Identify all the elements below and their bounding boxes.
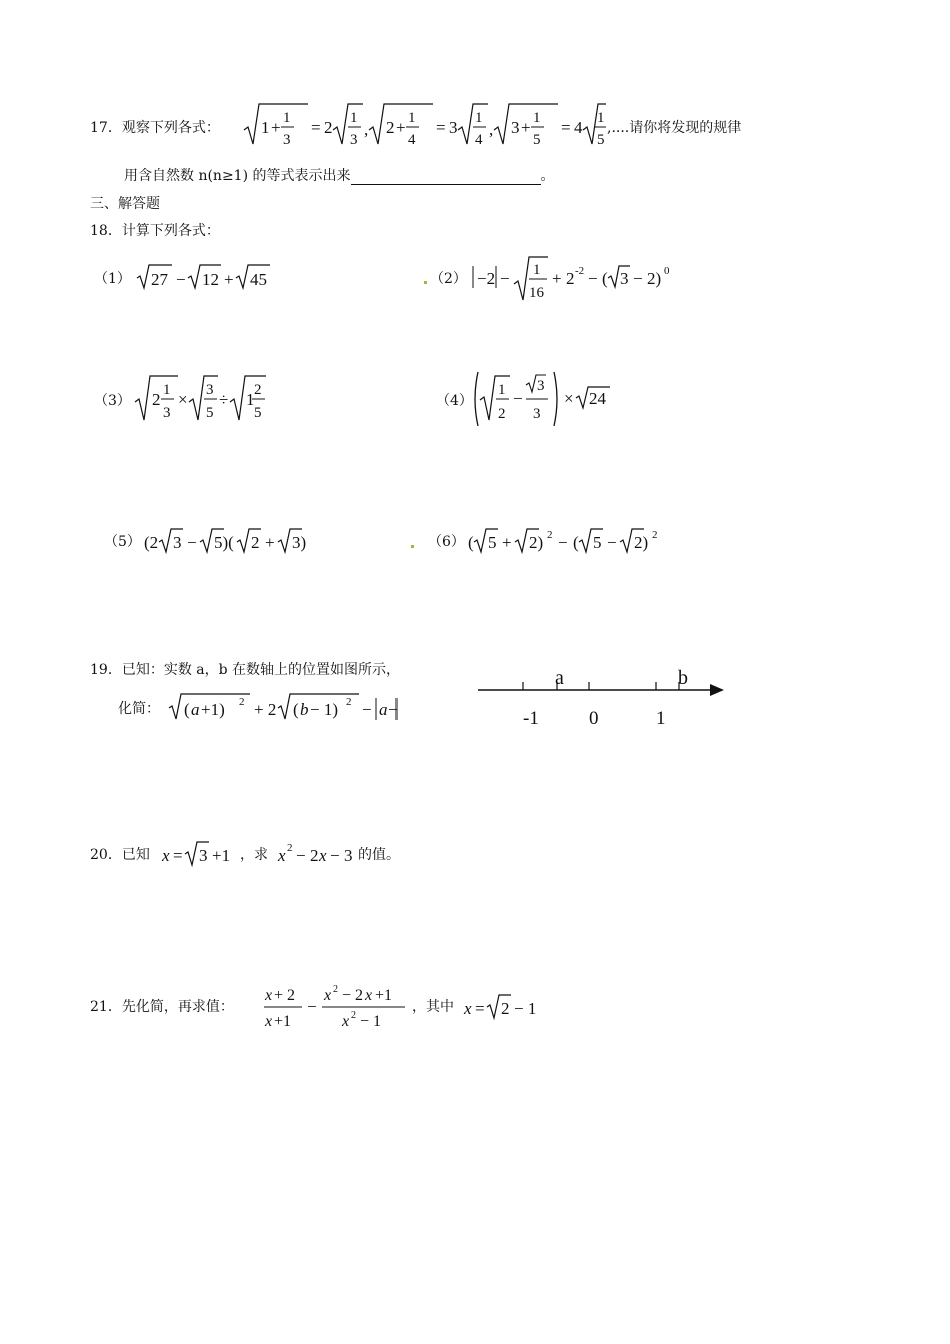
svg-text:2: 2 (310, 846, 319, 865)
svg-text:1: 1 (498, 382, 506, 398)
svg-text:− 1: − 1 (514, 999, 537, 1018)
svg-text:5: 5 (488, 533, 497, 552)
svg-text:−: − (558, 533, 568, 552)
svg-text:-2: -2 (575, 265, 585, 277)
svg-text:2: 2 (351, 1010, 356, 1021)
svg-text:2): 2) (634, 533, 649, 552)
svg-text:+1: +1 (212, 846, 231, 865)
q18-p3-label: （3） (94, 393, 131, 409)
svg-text:−: − (330, 846, 340, 865)
svg-text:3: 3 (199, 846, 208, 865)
svg-text:1: 1 (283, 110, 291, 126)
svg-text:x: x (162, 846, 170, 865)
svg-text:=: = (561, 118, 571, 137)
svg-text:0: 0 (664, 265, 670, 277)
svg-text:3: 3 (449, 118, 458, 137)
svg-text:3: 3 (533, 406, 541, 422)
svg-text:3: 3 (344, 846, 353, 865)
svg-text:=: = (436, 118, 446, 137)
svg-text:3: 3 (350, 132, 358, 148)
q20-target (276, 838, 360, 868)
svg-text:1: 1 (533, 110, 541, 126)
svg-text:4: 4 (574, 118, 583, 137)
svg-text:2): 2) (529, 533, 544, 552)
svg-text:2: 2 (152, 390, 161, 409)
svg-text:27: 27 (151, 270, 168, 289)
svg-text:3: 3 (173, 533, 182, 552)
svg-text:(: ( (293, 700, 299, 719)
svg-text:x: x (278, 846, 286, 865)
svg-text:−: − (388, 700, 398, 719)
svg-text:24: 24 (589, 389, 606, 408)
q20-mid: ，求 (240, 847, 268, 863)
label-minus1: -1 (523, 708, 539, 729)
q18-p5-label: （5） (104, 534, 141, 550)
svg-text:12: 12 (202, 270, 219, 289)
svg-text:×: × (178, 390, 188, 409)
svg-text:+: + (271, 118, 281, 137)
svg-text:=: = (475, 999, 485, 1018)
answer-blank[interactable] (351, 170, 541, 185)
q21-given (462, 991, 552, 1021)
q17-line2: 用含自然数 n(n≥1) 的等式表示出来 。 (124, 168, 555, 184)
svg-text:÷: ÷ (219, 390, 229, 409)
svg-text:2: 2 (254, 382, 262, 398)
svg-text:3): 3) (292, 533, 307, 552)
svg-text:5: 5 (533, 132, 541, 148)
q20-post: 的值。 (358, 847, 400, 863)
q18-title: 18．计算下列各式： (90, 223, 220, 239)
svg-text:1: 1 (246, 390, 255, 409)
axis-arrow (710, 684, 724, 696)
svg-text:,: , (489, 120, 494, 139)
svg-text:−: − (296, 846, 306, 865)
svg-text:16: 16 (529, 285, 544, 301)
q18-p6-expr (466, 524, 666, 556)
svg-text:(2: (2 (144, 533, 159, 552)
q17-formula (242, 100, 607, 156)
svg-text:x: x (464, 999, 472, 1018)
svg-text:(: ( (573, 533, 579, 552)
svg-text:−2: −2 (477, 269, 496, 288)
label-a: a (555, 667, 564, 689)
svg-text:−: − (187, 533, 197, 552)
svg-text:(: ( (602, 269, 608, 288)
svg-text:−: − (500, 269, 510, 288)
svg-text:−: − (513, 389, 523, 408)
svg-text:3: 3 (283, 132, 291, 148)
svg-text:x: x (265, 987, 273, 1004)
q18-p2-expr (470, 254, 685, 304)
svg-text:×: × (564, 389, 574, 408)
svg-text:−: − (176, 270, 186, 289)
svg-text:+: + (265, 533, 275, 552)
svg-text:a: a (191, 700, 200, 719)
svg-text:+: + (552, 269, 562, 288)
q19-number-line (476, 662, 728, 732)
svg-text:1: 1 (533, 262, 541, 278)
svg-text:+: + (521, 118, 531, 137)
svg-text:3: 3 (511, 118, 520, 137)
svg-text:+: + (396, 118, 406, 137)
svg-text:2: 2 (501, 999, 510, 1018)
svg-text:1: 1 (408, 110, 416, 126)
label-one: 1 (656, 708, 666, 729)
q18-p4-label: （4） (436, 393, 473, 409)
svg-text:2: 2 (566, 269, 575, 288)
svg-text:45: 45 (250, 270, 267, 289)
svg-text:+: + (224, 270, 234, 289)
q17-lead: 观察下列各式： (121, 120, 220, 136)
svg-text:1: 1 (350, 110, 358, 126)
svg-text:2: 2 (386, 118, 395, 137)
svg-text:2): 2) (647, 269, 662, 288)
svg-text:1: 1 (475, 110, 483, 126)
svg-text:2: 2 (251, 533, 260, 552)
svg-text:(: ( (468, 533, 474, 552)
section-3-heading: 三、解答题 (90, 196, 160, 212)
q18-p1-label: （1） (94, 271, 131, 287)
svg-text:4: 4 (408, 132, 416, 148)
svg-text:3: 3 (163, 405, 171, 421)
q21-where: ，其中 (412, 999, 454, 1015)
svg-text:(: ( (184, 700, 190, 719)
svg-text:1: 1 (597, 110, 605, 126)
q20-lead: 20．已知 (90, 847, 150, 863)
svg-text:−: − (362, 700, 372, 719)
svg-text:5: 5 (597, 132, 605, 148)
svg-text:=: = (311, 118, 321, 137)
q18-p4-expr (470, 368, 620, 430)
mark-dot (411, 545, 414, 548)
svg-text:+: + (502, 533, 512, 552)
svg-text:3: 3 (620, 269, 629, 288)
svg-text:− 1: − 1 (360, 1013, 382, 1030)
svg-text:x: x (324, 987, 332, 1004)
svg-text:− 2: − 2 (342, 987, 364, 1004)
svg-text:x: x (265, 1013, 273, 1030)
svg-text:3: 3 (206, 382, 214, 398)
q18-p3-expr (134, 372, 274, 428)
svg-text:,: , (364, 120, 369, 139)
svg-text:+1): +1) (201, 700, 225, 719)
svg-text:−: − (307, 997, 317, 1016)
svg-text:4: 4 (475, 132, 483, 148)
svg-text:b: b (300, 700, 309, 719)
svg-text:3: 3 (537, 378, 545, 394)
mark-dot (424, 281, 427, 284)
svg-text:=: = (173, 846, 183, 865)
q21-expr (262, 982, 412, 1034)
q18-p1-expr (136, 262, 276, 292)
svg-text:a: a (379, 700, 388, 719)
svg-text:−: − (588, 269, 598, 288)
q19-simplify-label: 化简： (118, 701, 160, 717)
svg-text:1: 1 (261, 118, 270, 137)
svg-text:+1: +1 (375, 987, 393, 1004)
svg-text:−: − (607, 533, 617, 552)
svg-text:2: 2 (333, 984, 338, 995)
svg-text:x: x (319, 846, 327, 865)
svg-text:x: x (342, 1013, 350, 1030)
svg-text:−: − (633, 269, 643, 288)
svg-text:2: 2 (346, 696, 352, 708)
q18-p6-label: （6） (428, 534, 465, 550)
svg-text:5: 5 (254, 405, 262, 421)
svg-text:5)(: 5)( (214, 533, 234, 552)
svg-text:+ 2: + 2 (254, 700, 277, 719)
label-zero: 0 (589, 708, 599, 729)
q21-text: 21．先化简，再求值： (90, 999, 234, 1015)
q19-text: 19．已知：实数 a，b 在数轴上的位置如图所示， (90, 662, 401, 678)
svg-text:5: 5 (593, 533, 602, 552)
svg-text:2: 2 (324, 118, 333, 137)
label-b: b (678, 667, 688, 689)
svg-text:2: 2 (287, 842, 293, 854)
q18-p2-label: （2） (430, 271, 467, 287)
svg-text:5: 5 (206, 405, 214, 421)
q17-after: ,....请你将发现的规律 (607, 120, 742, 136)
svg-text:1: 1 (163, 382, 171, 398)
svg-text:x: x (365, 987, 373, 1004)
svg-text:2: 2 (547, 529, 553, 541)
svg-text:+ 2: + 2 (274, 987, 296, 1004)
svg-text:2: 2 (652, 529, 658, 541)
svg-text:2: 2 (498, 406, 506, 422)
q19-expr (168, 690, 398, 724)
svg-text:2: 2 (239, 696, 245, 708)
svg-text:+1: +1 (274, 1013, 292, 1030)
q17-number: 17．观察下列各式： (90, 120, 220, 136)
q18-p5-expr (142, 524, 322, 556)
svg-text:− 1): − 1) (310, 700, 338, 719)
